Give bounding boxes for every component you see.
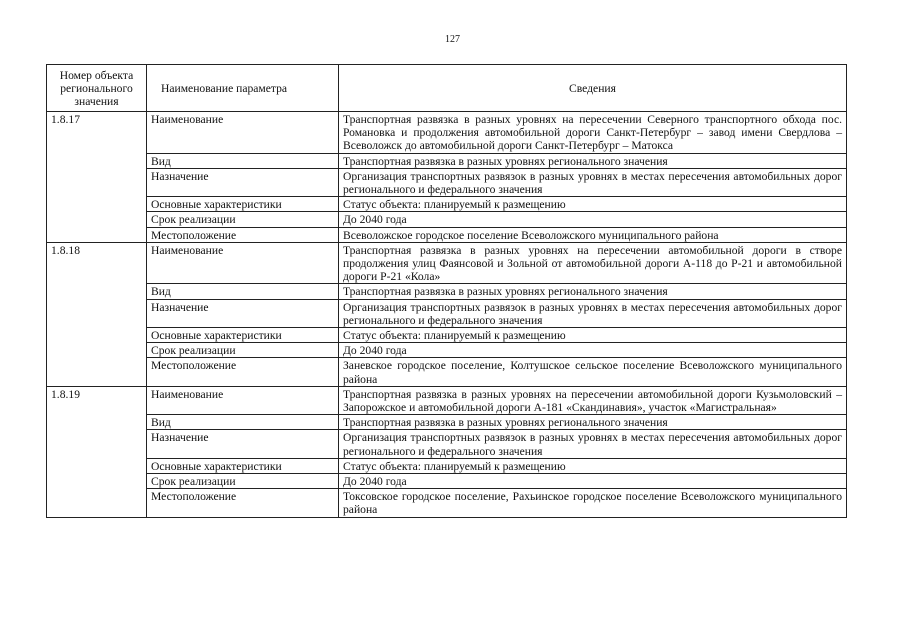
- table-body: [47, 112, 847, 518]
- table-row: [47, 415, 847, 430]
- info-cell: Организация транспортных развязок в разных уровнях в местах пересечения автомобильных дорог регионального и федерального значения: [339, 430, 847, 458]
- parameter-name-cell: Наименование: [147, 112, 339, 154]
- parameter-name-cell: Назначение: [147, 430, 339, 458]
- parameter-name-cell: Основные характеристики: [147, 197, 339, 212]
- parameter-name-cell: Срок реализации: [147, 212, 339, 227]
- table-row: [47, 430, 847, 458]
- object-number-cell: 1.8.19: [47, 386, 147, 517]
- table-row: [47, 386, 847, 414]
- info-cell: Транспортная развязка в разных уровнях регионального значения: [339, 153, 847, 168]
- parameter-name-cell: Местоположение: [147, 489, 339, 517]
- table-row: [47, 343, 847, 358]
- table-row: [47, 197, 847, 212]
- info-cell: Транспортная развязка в разных уровнях на пересечении автомобильной дороги в створе продолжения улиц Фаянсовой и Зольной от автомобильной дороги А-118 до Р-21 и автомобильной дороги Р-21 «Кола»: [339, 242, 847, 284]
- table-row: [47, 168, 847, 196]
- parameter-name-cell: Назначение: [147, 299, 339, 327]
- table-row: [47, 474, 847, 489]
- table-row: [47, 153, 847, 168]
- info-cell: До 2040 года: [339, 343, 847, 358]
- info-cell: Статус объекта: планируемый к размещению: [339, 197, 847, 212]
- parameter-name-cell: Срок реализации: [147, 474, 339, 489]
- info-cell: Организация транспортных развязок в разных уровнях в местах пересечения автомобильных дорог регионального и федерального значения: [339, 168, 847, 196]
- parameter-name-cell: Местоположение: [147, 358, 339, 386]
- info-cell: До 2040 года: [339, 474, 847, 489]
- page-number: 127: [445, 34, 460, 45]
- info-cell: Транспортная развязка в разных уровнях на пересечении автомобильной дороги Кузьмоловский – Запорожское и автомобильной дороги А-181 «Скандинавия», участок «Магистральная»: [339, 386, 847, 414]
- table-row: [47, 458, 847, 473]
- parameter-name-cell: Наименование: [147, 242, 339, 284]
- header-info: Сведения: [339, 65, 847, 112]
- table-row: [47, 212, 847, 227]
- table-row: [47, 358, 847, 386]
- parameter-name-cell: Вид: [147, 153, 339, 168]
- object-number-cell: 1.8.18: [47, 242, 147, 386]
- table-row: [47, 112, 847, 154]
- info-cell: До 2040 года: [339, 212, 847, 227]
- parameter-name-cell: Срок реализации: [147, 343, 339, 358]
- parameter-name-cell: Основные характеристики: [147, 458, 339, 473]
- object-number-cell: 1.8.17: [47, 112, 147, 243]
- header-row: [47, 65, 847, 112]
- parameter-name-cell: Вид: [147, 415, 339, 430]
- info-cell: Заневское городское поселение, Колтушское сельское поселение Всеволожского муниципального района: [339, 358, 847, 386]
- table-row: [47, 328, 847, 343]
- header-object-number: Номер объекта регионального значения: [47, 65, 147, 112]
- info-cell: Транспортная развязка в разных уровнях на пересечении Северного транспортного обхода пос. Романовка и продолжения автомобильной дороги Санкт-Петербург – завод имени Свердлова – Всеволожск до автомобильной дороги Санкт-Петербург – Матокса: [339, 112, 847, 154]
- info-cell: Транспортная развязка в разных уровнях регионального значения: [339, 284, 847, 299]
- table-row: [47, 299, 847, 327]
- table-row: [47, 242, 847, 284]
- info-cell: Всеволожское городское поселение Всеволожского муниципального района: [339, 227, 847, 242]
- table-row: [47, 284, 847, 299]
- table-row: [47, 227, 847, 242]
- parameter-name-cell: Наименование: [147, 386, 339, 414]
- parameter-name-cell: Назначение: [147, 168, 339, 196]
- parameter-name-cell: Основные характеристики: [147, 328, 339, 343]
- header-parameter-name: Наименование параметра: [147, 65, 339, 112]
- objects-table: [46, 64, 847, 518]
- info-cell: Организация транспортных развязок в разных уровнях в местах пересечения автомобильных дорог регионального и федерального значения: [339, 299, 847, 327]
- table-row: [47, 489, 847, 517]
- parameter-name-cell: Вид: [147, 284, 339, 299]
- info-cell: Токсовское городское поселение, Рахьинское городское поселение Всеволожского муниципального района: [339, 489, 847, 517]
- info-cell: Статус объекта: планируемый к размещению: [339, 458, 847, 473]
- info-cell: Транспортная развязка в разных уровнях регионального значения: [339, 415, 847, 430]
- info-cell: Статус объекта: планируемый к размещению: [339, 328, 847, 343]
- parameter-name-cell: Местоположение: [147, 227, 339, 242]
